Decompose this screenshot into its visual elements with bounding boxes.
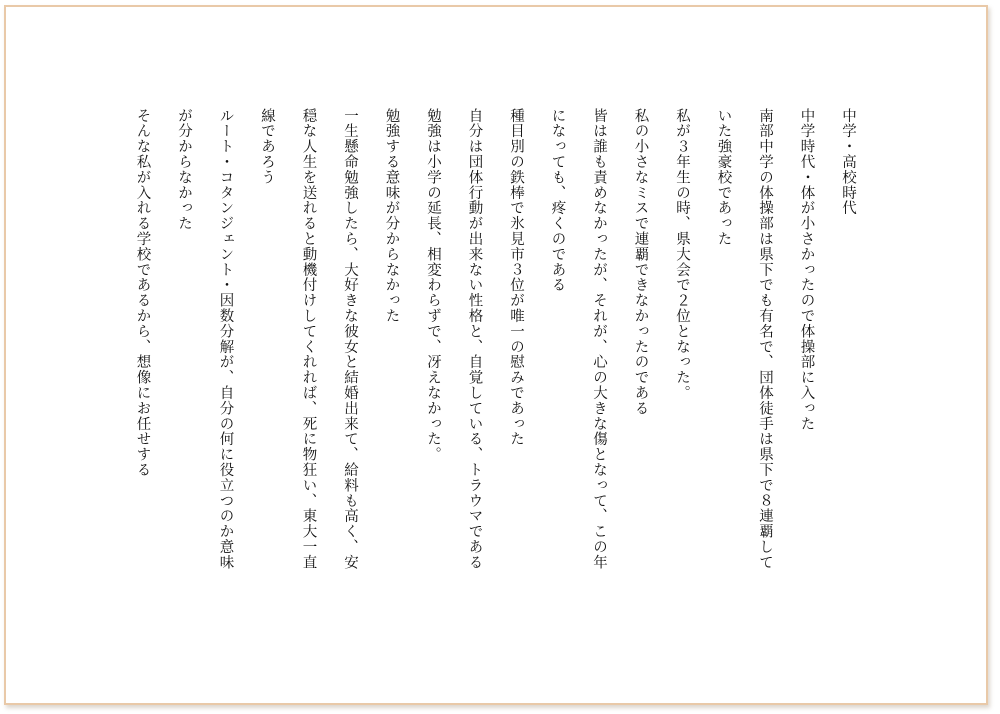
text-line-heading: 中学・高校時代 [840,108,856,216]
text-line: 私の小さなミスで連覇できなかったのである [632,108,649,416]
text-line: 穏な人生を送れると動機付けしてくれれば、死に物狂い、東大一直 [300,108,317,570]
text-line: 勉強する意味が分からなかった [383,108,400,324]
text-line: 線であろう [259,108,275,185]
text-line: 私が３年生の時、県大会で２位となった。 [674,108,690,401]
text-line: 種目別の鉄棒で氷見市３位が唯一の慰みであった [508,108,524,447]
text-line: になっても、疼くのである [549,108,566,293]
text-line: 中学時代・体が小さかったので体操部に入った [798,108,815,432]
text-line: 勉強は小学の延長、相変わらずで、冴えなかった。 [425,108,441,463]
text-line: 皆は誰も責めなかったが、それが、心の大きな傷となって、この年 [591,108,607,570]
document-page [4,5,988,705]
text-line: いた強豪校であった [715,108,732,247]
text-line: 一生懸命勉強したら、大好きな彼女と結婚出来て、給料も高く、安 [342,108,358,570]
text-line: ルート・コタンジェント・因数分解が、自分の何に役立つのか意味 [217,108,234,570]
text-line: が分からなかった [176,108,192,232]
text-line: そんな私が入れる学校であるから、想像にお任せする [134,108,151,478]
text-line: 南部中学の体操部は県下でも有名で、団体徒手は県下で８連覇して [757,108,773,570]
vertical-text-block [121,108,868,668]
text-line: 自分は団体行動が出来ない性格と、自覚している、トラウマである [466,108,483,570]
